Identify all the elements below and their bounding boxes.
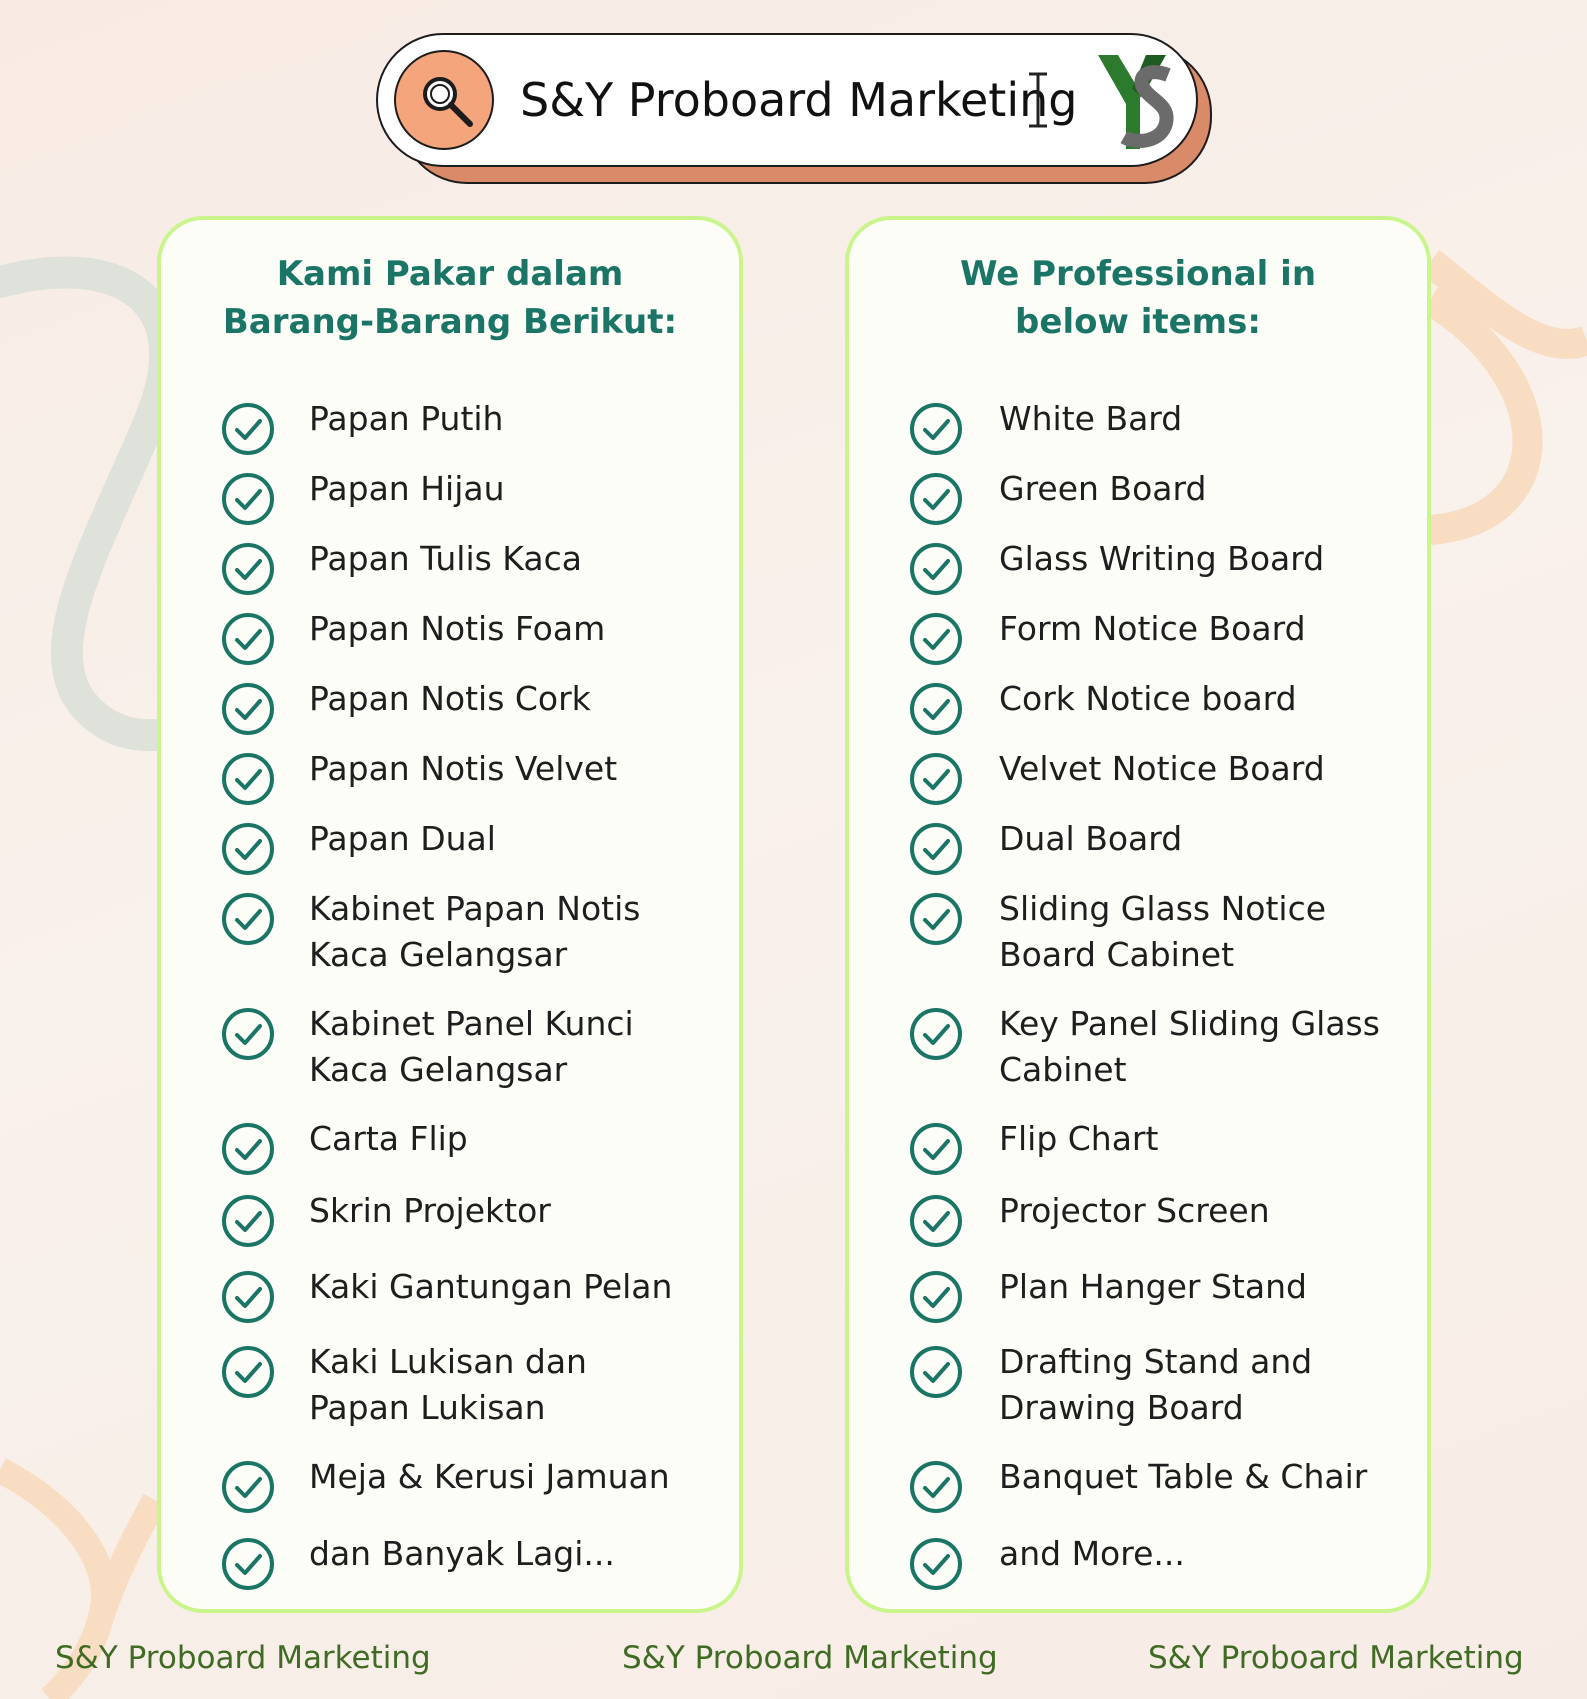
item-label-line: Board Cabinet	[999, 935, 1235, 974]
item-label	[999, 886, 1326, 978]
item-label-line: Papan Dual	[309, 819, 496, 858]
item-label	[999, 466, 1206, 512]
check-circle-icon	[909, 472, 963, 526]
item-label-line: Meja & Kerusi Jamuan	[309, 1457, 670, 1496]
item-label-line: Green Board	[999, 469, 1207, 508]
item-label-line: and More...	[999, 1534, 1185, 1573]
check-circle-icon	[909, 1270, 963, 1324]
malay-items-panel	[157, 216, 743, 1613]
item-label	[309, 396, 503, 442]
item-label	[309, 886, 640, 978]
item-label	[309, 1001, 634, 1093]
item-label	[309, 466, 505, 512]
item-label-line: Drafting Stand and	[999, 1342, 1313, 1381]
search-bar[interactable]	[376, 33, 1198, 167]
check-circle-icon	[221, 1194, 275, 1248]
check-circle-icon	[221, 1007, 275, 1061]
check-circle-icon	[221, 1460, 275, 1514]
check-circle-icon	[909, 1007, 963, 1061]
item-label	[309, 606, 605, 652]
check-circle-icon	[221, 1122, 275, 1176]
check-circle-icon	[221, 402, 275, 456]
check-circle-icon	[221, 1537, 275, 1591]
check-circle-icon	[221, 612, 275, 666]
check-circle-icon	[909, 1537, 963, 1591]
item-label-line: Papan Notis Velvet	[309, 749, 618, 788]
item-label-line: Kabinet Panel Kunci	[309, 1004, 634, 1043]
item-label-line: Banquet Table & Chair	[999, 1457, 1368, 1496]
check-circle-icon	[909, 612, 963, 666]
check-circle-icon	[221, 752, 275, 806]
footer-brand-right: S&Y Proboard Marketing	[1148, 1640, 1524, 1676]
item-label	[309, 536, 582, 582]
item-label-line: Papan Tulis Kaca	[309, 539, 582, 578]
footer-brand-center: S&Y Proboard Marketing	[622, 1640, 998, 1676]
english-items-panel	[845, 216, 1431, 1613]
item-label-line: Cabinet	[999, 1050, 1127, 1089]
item-label	[999, 1339, 1312, 1431]
item-label	[309, 1339, 587, 1431]
item-label	[999, 676, 1297, 722]
item-label-line: Kaki Gantungan Pelan	[309, 1267, 673, 1306]
item-label-line: White Bard	[999, 399, 1183, 438]
item-label-line: Papan Hijau	[309, 469, 505, 508]
search-input-text[interactable]: S&Y Proboard Marketing	[520, 73, 1078, 127]
item-label-line: Flip Chart	[999, 1119, 1159, 1158]
check-circle-icon	[221, 682, 275, 736]
item-label	[309, 1531, 615, 1577]
check-circle-icon	[909, 1460, 963, 1514]
item-label	[999, 536, 1324, 582]
title-line: Barang-Barang Berikut:	[222, 302, 678, 342]
item-label	[999, 1116, 1158, 1162]
item-label-line: Papan Notis Cork	[309, 679, 591, 718]
item-label-line: Carta Flip	[309, 1119, 468, 1158]
check-circle-icon	[909, 752, 963, 806]
item-label-line: Kaki Lukisan dan	[309, 1342, 587, 1381]
check-circle-icon	[221, 472, 275, 526]
check-circle-icon	[221, 892, 275, 946]
item-label-line: Glass Writing Board	[999, 539, 1325, 578]
check-circle-icon	[909, 1194, 963, 1248]
item-label	[309, 746, 617, 792]
item-label-line: Plan Hanger Stand	[999, 1267, 1307, 1306]
check-circle-icon	[909, 542, 963, 596]
item-label-line: Dual Board	[999, 819, 1183, 858]
item-label-line: Kaca Gelangsar	[309, 935, 568, 974]
title-line: Kami Pakar dalam	[276, 254, 624, 294]
check-circle-icon	[909, 682, 963, 736]
check-circle-icon	[221, 1270, 275, 1324]
item-label-line: Drawing Board	[999, 1388, 1244, 1427]
item-label-line: Key Panel Sliding Glass	[999, 1004, 1380, 1043]
check-circle-icon	[909, 1345, 963, 1399]
item-label	[999, 816, 1182, 862]
item-label	[309, 816, 496, 862]
check-circle-icon	[221, 822, 275, 876]
item-label	[999, 1264, 1307, 1310]
item-label	[309, 676, 591, 722]
item-label	[309, 1116, 468, 1162]
item-label-line: Kaca Gelangsar	[309, 1050, 568, 1089]
check-circle-icon	[909, 822, 963, 876]
item-label	[309, 1264, 672, 1310]
footer-brand-left: S&Y Proboard Marketing	[55, 1640, 431, 1676]
panel-title	[849, 250, 1427, 346]
check-circle-icon	[909, 1122, 963, 1176]
check-circle-icon	[221, 542, 275, 596]
item-label	[999, 606, 1306, 652]
check-circle-icon	[909, 892, 963, 946]
check-circle-icon	[909, 402, 963, 456]
item-label	[999, 1531, 1185, 1577]
item-label-line: Cork Notice board	[999, 679, 1297, 718]
text-cursor-icon	[1026, 70, 1050, 130]
item-label	[309, 1454, 670, 1500]
item-label-line: Form Notice Board	[999, 609, 1306, 648]
title-line: We Professional in	[959, 254, 1317, 294]
search-button[interactable]	[394, 50, 494, 150]
item-label	[999, 1001, 1380, 1093]
item-label-line: Kabinet Papan Notis	[309, 889, 641, 928]
item-label	[309, 1188, 551, 1234]
item-label	[999, 746, 1325, 792]
item-label-line: Projector Screen	[999, 1191, 1270, 1230]
item-label-line: Skrin Projektor	[309, 1191, 551, 1230]
item-label-line: Papan Notis Foam	[309, 609, 606, 648]
item-label-line: Velvet Notice Board	[999, 749, 1325, 788]
magnifier-icon	[418, 72, 478, 132]
sy-logo	[1096, 53, 1180, 151]
item-label-line: Papan Lukisan	[309, 1388, 546, 1427]
check-circle-icon	[221, 1345, 275, 1399]
item-label	[999, 396, 1182, 442]
item-label-line: dan Banyak Lagi...	[309, 1534, 615, 1573]
title-line: below items:	[1015, 302, 1261, 342]
item-label	[999, 1188, 1270, 1234]
item-label-line: Papan Putih	[309, 399, 504, 438]
item-label	[999, 1454, 1367, 1500]
item-label-line: Sliding Glass Notice	[999, 889, 1327, 928]
panel-title	[161, 250, 739, 346]
